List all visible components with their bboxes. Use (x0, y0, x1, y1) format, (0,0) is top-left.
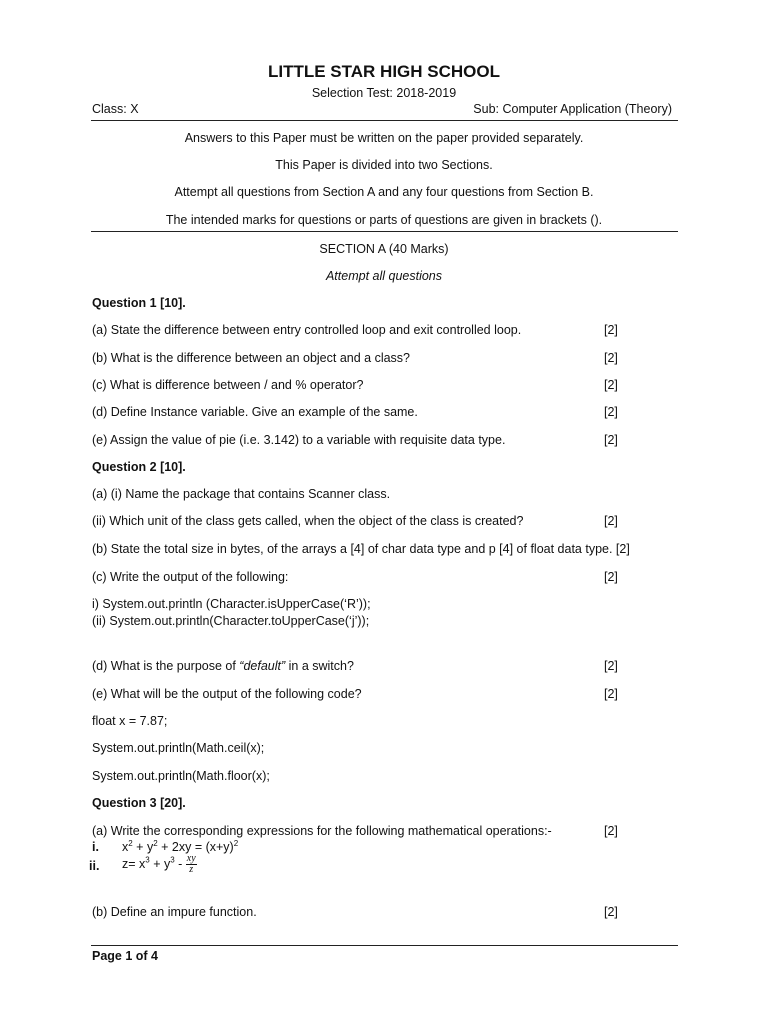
question-3a-marks: [2] (604, 824, 618, 838)
section-title: SECTION A (40 Marks) (319, 242, 449, 256)
question-1c-marks: [2] (604, 378, 618, 392)
fraction-denominator: z (189, 864, 194, 875)
page-number: Page 1 of 4 (92, 949, 158, 963)
question-2a-ii: (ii) Which unit of the class gets called, when the object of the class is created? (92, 514, 524, 528)
question-1b-marks: [2] (604, 351, 618, 365)
question-1e: (e) Assign the value of pie (i.e. 3.142) to a variable with requisite data type. (92, 433, 506, 447)
question-1d: (d) Define Instance variable. Give an example of the same. (92, 405, 418, 419)
question-1c: (c) What is difference between / and % operator? (92, 378, 364, 392)
question-2d (92, 659, 354, 673)
question-1a: (a) State the difference between entry controlled loop and exit controlled loop. (92, 323, 522, 337)
question-1b: (b) What is the difference between an object and a class? (92, 351, 411, 365)
question-2c-code-1: i) System.out.println (Character.isUpperCase(‘R’)); (92, 597, 371, 611)
expr-ii-label: ii. (89, 859, 100, 873)
question-3b-marks: [2] (604, 905, 618, 919)
class-label: Class: X (92, 102, 139, 116)
question-1d-marks: [2] (604, 405, 618, 419)
instruction-4: The intended marks for questions or parts of questions are given in brackets (). (165, 213, 603, 227)
question-2a-i: (a) (i) Name the package that contains Scanner class. (92, 487, 391, 501)
question-2a-marks: [2] (604, 514, 618, 528)
question-2-heading: Question 2 [10]. (92, 460, 186, 474)
question-2d-post: in a switch? (285, 659, 354, 673)
question-2c-code-2: (ii) System.out.println(Character.toUpperCase(‘j’)); (92, 614, 370, 628)
question-1e-marks: [2] (604, 433, 618, 447)
instruction-3: Attempt all questions from Section A and any four questions from Section B. (174, 185, 594, 199)
code-line-2: System.out.println(Math.ceil(x); (92, 741, 265, 755)
question-2d-pre: (d) What is the purpose of (92, 659, 240, 673)
fraction (186, 854, 197, 875)
expr-i-label: i. (92, 840, 99, 854)
instruction-1: Answers to this Paper must be written on the paper provided separately. (184, 131, 584, 145)
question-3-heading: Question 3 [20]. (92, 796, 186, 810)
test-title: Selection Test: 2018-2019 (311, 86, 457, 100)
fraction-numerator: xy (186, 853, 196, 864)
header-divider (91, 120, 678, 121)
question-1-heading: Question 1 [10]. (92, 296, 186, 310)
question-2e-marks: [2] (604, 687, 618, 701)
question-2d-marks: [2] (604, 659, 618, 673)
school-name: LITTLE STAR HIGH SCHOOL (267, 62, 500, 81)
question-2b: (b) State the total size in bytes, of the arrays a [4] of char data type and p [4] of float data type. [2] (92, 542, 630, 556)
instruction-2: This Paper is divided into two Sections. (275, 158, 493, 172)
subject-label: Sub: Computer Application (Theory) (473, 102, 672, 116)
question-2c-marks: [2] (604, 570, 618, 584)
question-2c: (c) Write the output of the following: (92, 570, 289, 584)
section-subtitle: Attempt all questions (325, 269, 443, 283)
code-line-1: float x = 7.87; (92, 714, 168, 728)
expression-ii: $z= x^3 + y^3$ - $\frac{xy}{z}$ (122, 853, 196, 875)
question-2e: (e) What will be the output of the following code? (92, 687, 362, 701)
instructions-divider (91, 231, 678, 232)
question-3a: (a) Write the corresponding expressions for the following mathematical operations:- (92, 824, 552, 838)
question-1a-marks: [2] (604, 323, 618, 337)
code-line-3: System.out.println(Math.floor(x); (92, 769, 270, 783)
footer-divider (91, 945, 678, 946)
expression-i: $x^2 + y^2 + 2xy = (x+y)^2$ (122, 838, 239, 854)
question-3b: (b) Define an impure function. (92, 905, 257, 919)
question-2d-keyword: “default” (239, 659, 286, 673)
